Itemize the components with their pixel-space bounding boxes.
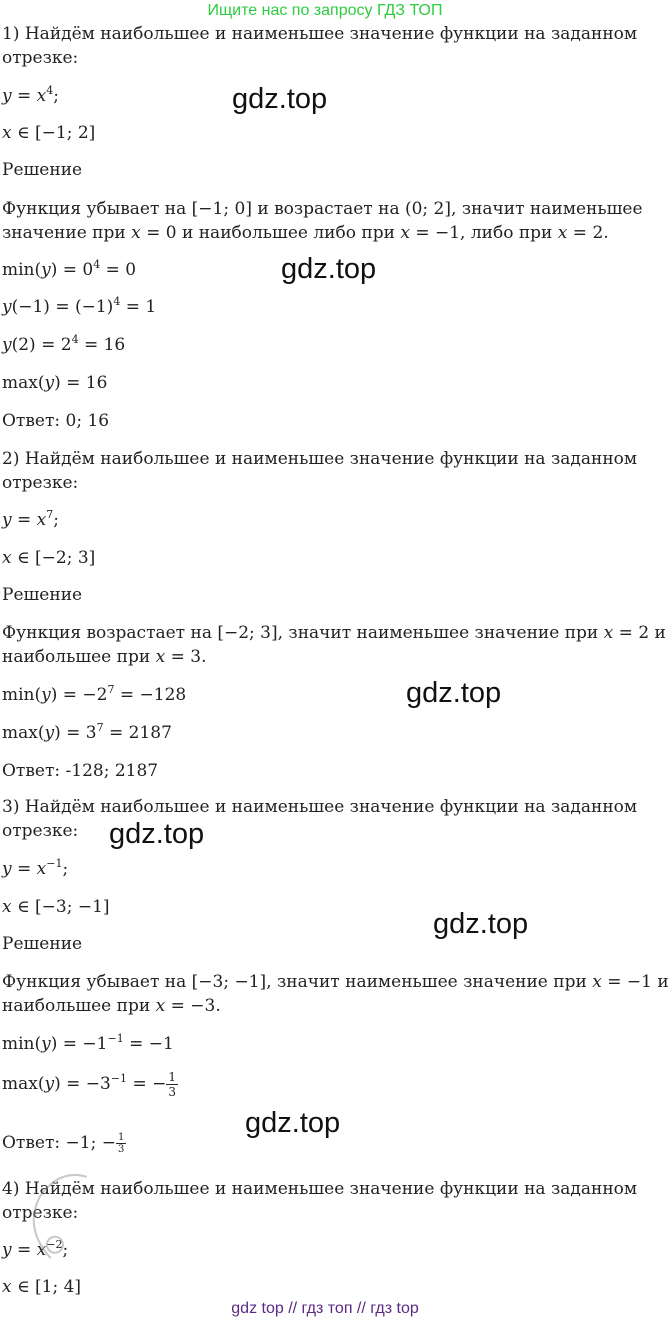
task4-interval: x ∈ [1; 4] [2,1277,82,1297]
watermark: gdz.top [245,1107,341,1139]
task3-function: $y = x^{-1}$; [2,857,69,879]
task3-solution-label: Решение [2,934,83,954]
task1-interval-value: [−1; 2] [35,123,96,143]
task3-text-line2: наибольшее при x = −3. [2,996,221,1016]
task2-heading-line2: отрезке: [2,473,79,493]
task4-interval-value: [1; 4] [35,1277,82,1297]
stamp-icon [0,1150,128,1281]
task2-interval-value: [−2; 3] [35,548,96,568]
task3-interval: x ∈ [−3; −1] [2,897,110,917]
task4-heading-line1: 4) Найдём наибольшее и наименьшее значение функции на заданном [2,1179,638,1199]
task3-heading-line1: 3) Найдём наибольшее и наименьшее значение функции на заданном [2,797,638,817]
task1-max: max(y) = 16 [2,373,108,393]
task1-text-line1: Функция убывает на [−1; 0] и возрастает на (0; 2], значит наименьшее [2,199,643,219]
fraction-one-third-small: $\frac{1}{3}$ [117,1132,125,1155]
task2-text-line2: наибольшее при x = 3. [2,647,207,667]
task2-interval: x ∈ [−2; 3] [2,548,96,568]
watermark: gdz.top [281,253,377,285]
task1-text-line2: значение при x = 0 и наибольшее либо при x = −1, либо при x = 2. [2,223,609,243]
task1-function: $y = x^4$; [2,84,59,106]
task2-min: $\min(y) = -2^7 = -128$ [2,683,187,705]
task3-text-line1: Функция убывает на [−3; −1], значит наименьшее значение при x = −1 и [2,972,669,992]
task1-solution-label: Решение [2,160,83,180]
task2-max: $\max(y) = 3^7 = 2187$ [2,721,172,743]
footer: gdz top // гдз топ // гдз top [231,1300,419,1317]
task1-interval: x ∈ [−1; 2] [2,123,96,143]
task1-min: $\min(y) = 0^4 = 0$ [2,258,137,280]
watermark: gdz.top [406,677,502,709]
task3-max: $\max(y) = -3^{-1}$ = − $\frac{1}{3}$ [2,1070,176,1099]
task1-answer: Ответ: 0; 16 [2,411,110,431]
task2-text-line1: Функция возрастает на [−2; 3], значит наименьшее значение при x = 2 и [2,623,666,643]
task1-heading-line2: отрезке: [2,48,79,68]
watermark: gdz.top [433,908,529,940]
task3-heading-line2: отрезке: [2,821,79,841]
task4-heading-line2: отрезке: [2,1203,79,1223]
watermark: gdz.top [232,83,328,115]
task3-answer: Ответ: −1; − $\frac{1}{3}$ [2,1132,125,1155]
task2-heading-line1: 2) Найдём наибольшее и наименьшее значение функции на заданном [2,449,638,469]
task4-function: $y = x^{-2}$; [2,1238,69,1260]
fraction-one-third: $\frac{1}{3}$ [168,1070,176,1099]
task1-y-minus1: $y(-1) = (-1)^4 = 1$ [2,295,157,317]
task1-heading-line1: 1) Найдём наибольшее и наименьшее значение функции на заданном [2,24,638,44]
task3-min: $\min(y) = -1^{-1} = -1$ [2,1032,174,1054]
task2-answer: Ответ: -128; 2187 [2,761,159,781]
watermark: gdz.top [109,818,205,850]
task2-function: $y = x^7$; [2,508,59,530]
top-banner: Ищите нас по запросу ГДЗ ТОП [207,2,443,19]
task2-solution-label: Решение [2,585,83,605]
task1-y-2: $y(2) = 2^4 = 16$ [2,333,126,355]
task3-interval-value: [−3; −1] [35,897,110,917]
stamp-logo [0,1150,128,1281]
